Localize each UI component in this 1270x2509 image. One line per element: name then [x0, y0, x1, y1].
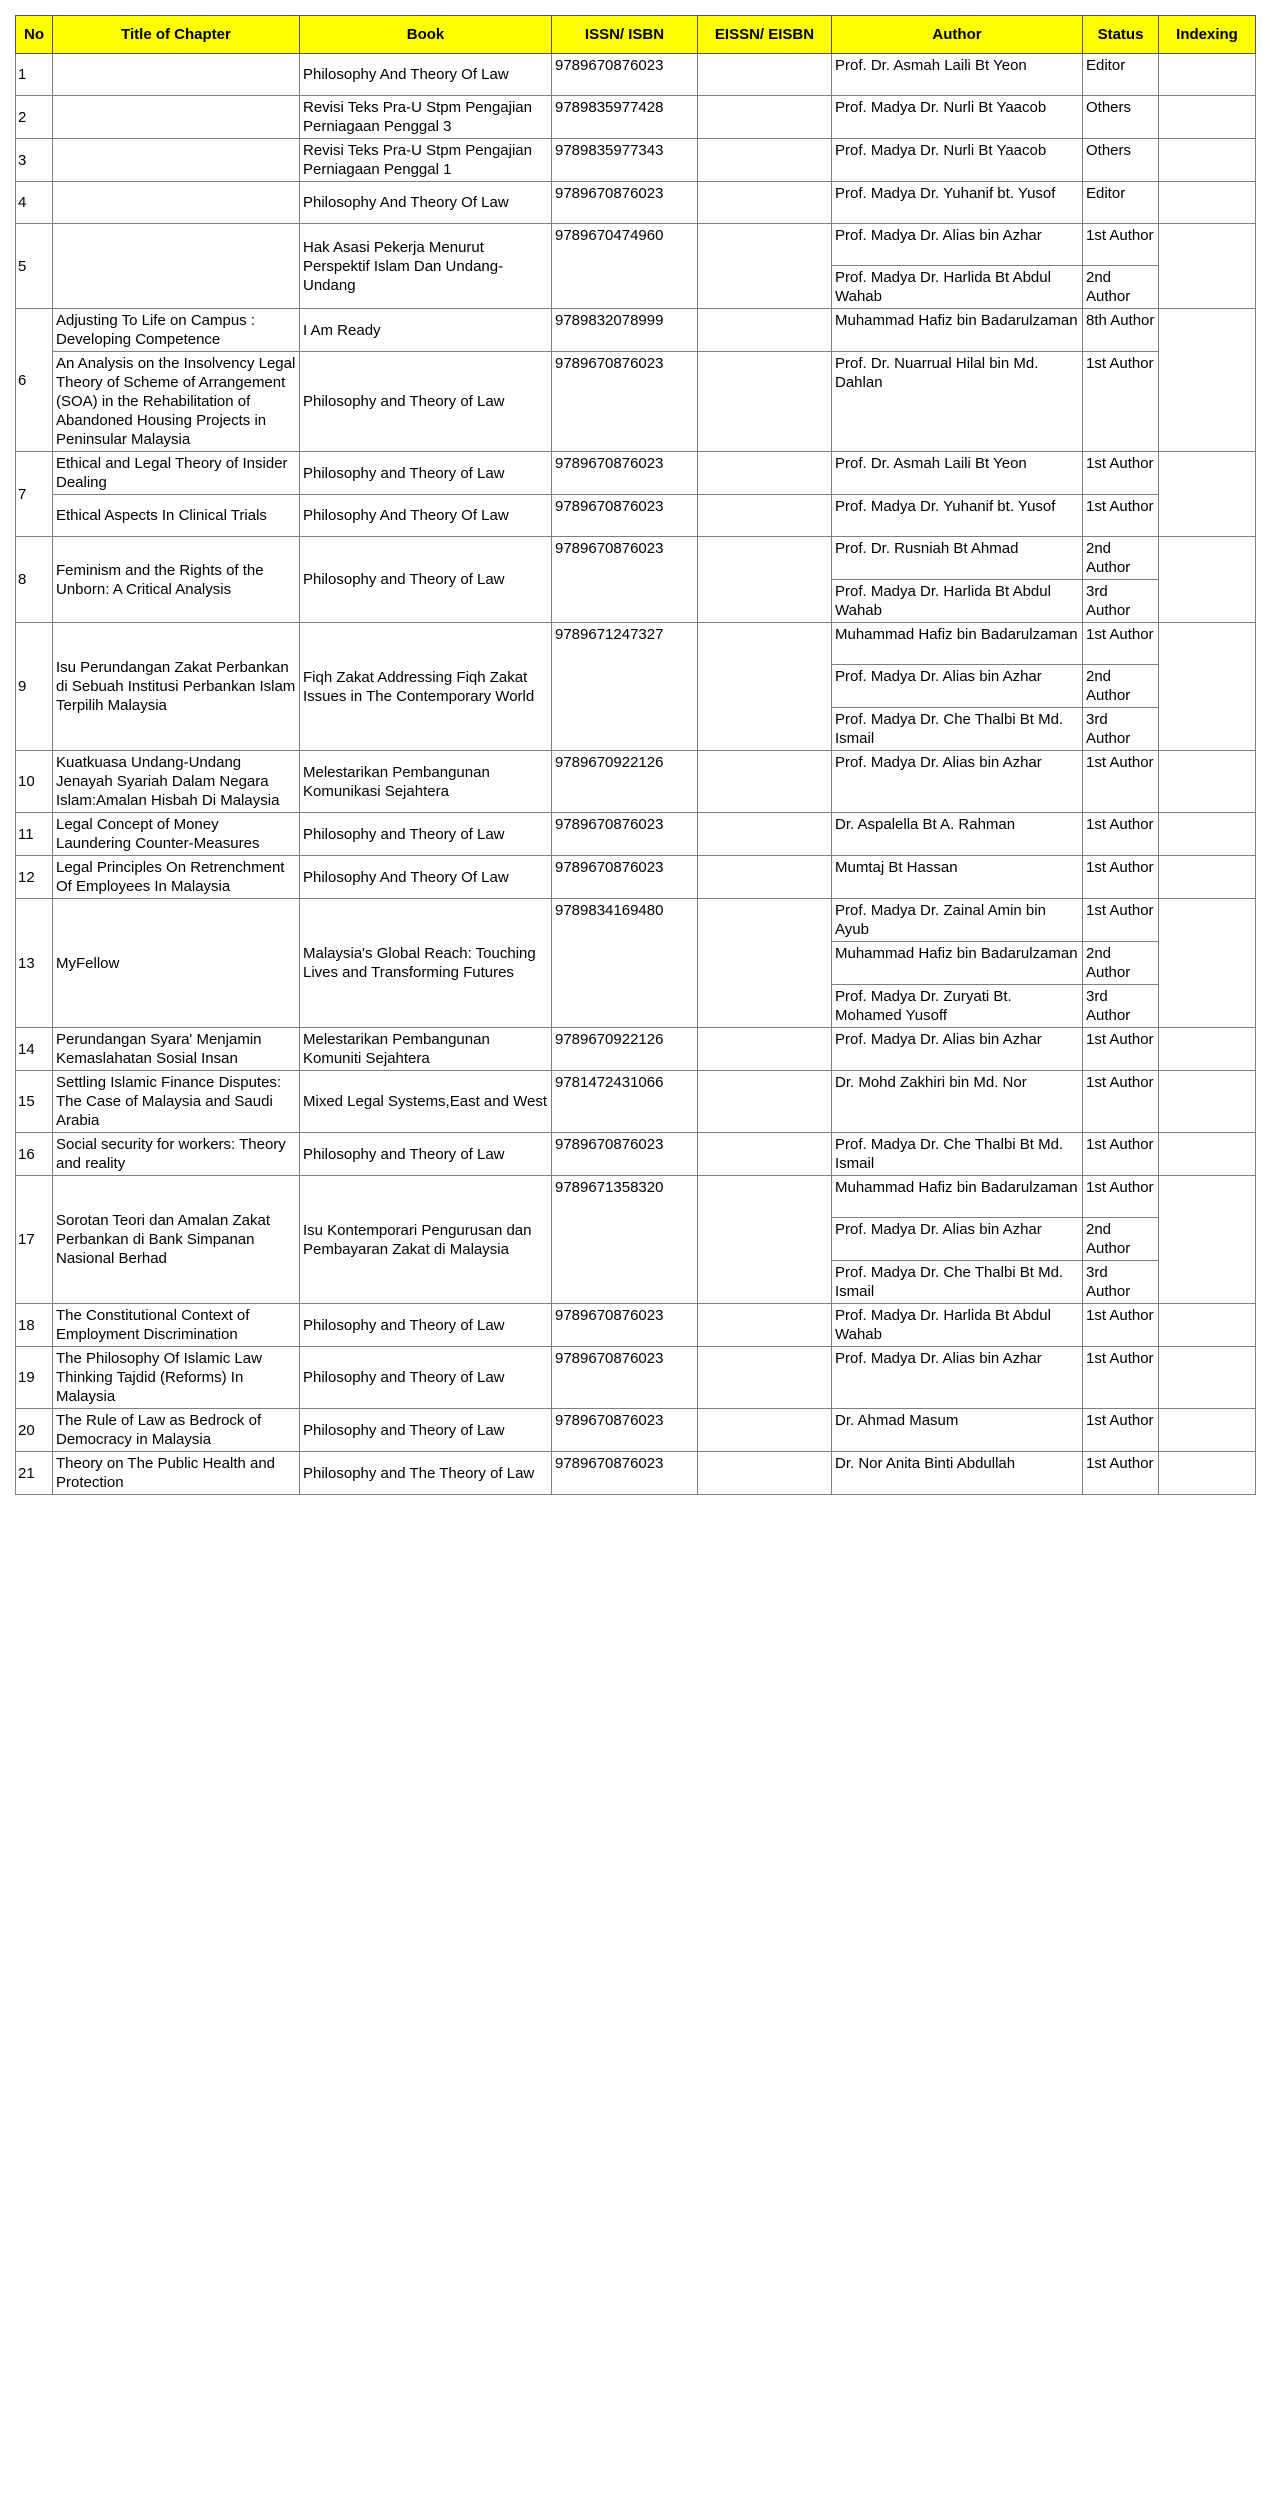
cell-title: Social security for workers: Theory and reality [53, 1133, 300, 1176]
table-row [16, 452, 1256, 495]
cell-isbn: 9789671358320 [552, 1176, 698, 1304]
cell-status: 1st Author [1083, 1304, 1159, 1347]
header-no: No [16, 16, 53, 54]
cell-no: 15 [16, 1071, 53, 1133]
header-status: Status [1083, 16, 1159, 54]
cell-isbn: 9789670876023 [552, 352, 698, 452]
cell-title: The Constitutional Context of Employment Discrimination [53, 1304, 300, 1347]
cell-eisbn [698, 1133, 832, 1176]
cell-isbn: 9789670876023 [552, 1133, 698, 1176]
cell-status: 1st Author [1083, 352, 1159, 452]
cell-eisbn [698, 1409, 832, 1452]
cell-no: 10 [16, 751, 53, 813]
cell-status: 1st Author [1083, 1071, 1159, 1133]
cell-status: 1st Author [1083, 856, 1159, 899]
cell-book: Philosophy and Theory of Law [300, 813, 552, 856]
cell-indexing [1159, 856, 1256, 899]
cell-no: 16 [16, 1133, 53, 1176]
cell-book: Revisi Teks Pra-U Stpm Pengajian Perniagaan Penggal 1 [300, 139, 552, 182]
cell-isbn: 9789670922126 [552, 1028, 698, 1071]
book-chapter-table [15, 15, 1256, 1495]
table-row [16, 899, 1256, 942]
table-row [16, 537, 1256, 580]
cell-status: 1st Author [1083, 751, 1159, 813]
cell-indexing [1159, 1409, 1256, 1452]
cell-eisbn [698, 452, 832, 495]
cell-status: Others [1083, 96, 1159, 139]
cell-no: 13 [16, 899, 53, 1028]
cell-indexing [1159, 1304, 1256, 1347]
cell-indexing [1159, 623, 1256, 751]
cell-no: 4 [16, 182, 53, 224]
cell-author: Dr. Aspalella Bt A. Rahman [832, 813, 1083, 856]
table-row [16, 623, 1256, 665]
cell-eisbn [698, 1028, 832, 1071]
cell-status: 1st Author [1083, 495, 1159, 537]
cell-isbn: 9789835977428 [552, 96, 698, 139]
cell-no: 18 [16, 1304, 53, 1347]
cell-indexing [1159, 813, 1256, 856]
cell-book: Fiqh Zakat Addressing Fiqh Zakat Issues in The Contemporary World [300, 623, 552, 751]
cell-book: Philosophy and Theory of Law [300, 1347, 552, 1409]
cell-status: 3rd Author [1083, 1261, 1159, 1304]
cell-title: Settling Islamic Finance Disputes: The Case of Malaysia and Saudi Arabia [53, 1071, 300, 1133]
cell-eisbn [698, 309, 832, 352]
cell-author: Prof. Madya Dr. Alias bin Azhar [832, 665, 1083, 708]
cell-author: Dr. Mohd Zakhiri bin Md. Nor [832, 1071, 1083, 1133]
table-row [16, 1452, 1256, 1495]
table-row [16, 54, 1256, 96]
cell-indexing [1159, 96, 1256, 139]
cell-book: Philosophy and Theory of Law [300, 1304, 552, 1347]
cell-no: 5 [16, 224, 53, 309]
cell-author: Prof. Dr. Asmah Laili Bt Yeon [832, 452, 1083, 495]
cell-no: 11 [16, 813, 53, 856]
cell-isbn: 9789670876023 [552, 537, 698, 623]
table-row [16, 309, 1256, 352]
cell-status: 1st Author [1083, 1176, 1159, 1218]
cell-title [53, 139, 300, 182]
cell-status: 1st Author [1083, 224, 1159, 266]
table-row [16, 1409, 1256, 1452]
cell-eisbn [698, 1452, 832, 1495]
cell-book: Philosophy and Theory of Law [300, 352, 552, 452]
cell-indexing [1159, 751, 1256, 813]
cell-no: 17 [16, 1176, 53, 1304]
cell-indexing [1159, 139, 1256, 182]
cell-book: Philosophy And Theory Of Law [300, 856, 552, 899]
cell-isbn: 9789670474960 [552, 224, 698, 309]
header-book: Book [300, 16, 552, 54]
cell-status: 1st Author [1083, 1028, 1159, 1071]
table-row [16, 856, 1256, 899]
cell-isbn: 9789670876023 [552, 495, 698, 537]
cell-isbn: 9789670922126 [552, 751, 698, 813]
cell-title: The Rule of Law as Bedrock of Democracy in Malaysia [53, 1409, 300, 1452]
header-eissn: EISSN/ EISBN [698, 16, 832, 54]
table-row [16, 1071, 1256, 1133]
cell-isbn: 9789670876023 [552, 1347, 698, 1409]
cell-eisbn [698, 751, 832, 813]
cell-title: Perundangan Syara' Menjamin Kemaslahatan Sosial Insan [53, 1028, 300, 1071]
cell-author: Muhammad Hafiz bin Badarulzaman [832, 623, 1083, 665]
cell-no: 9 [16, 623, 53, 751]
cell-author: Prof. Madya Dr. Che Thalbi Bt Md. Ismail [832, 1261, 1083, 1304]
cell-book: Philosophy And Theory Of Law [300, 495, 552, 537]
cell-book: Melestarikan Pembangunan Komunikasi Sejahtera [300, 751, 552, 813]
table-body [16, 54, 1256, 1495]
cell-author: Prof. Madya Dr. Zuryati Bt. Mohamed Yusoff [832, 985, 1083, 1028]
cell-eisbn [698, 224, 832, 309]
cell-eisbn [698, 54, 832, 96]
cell-status: 1st Author [1083, 452, 1159, 495]
cell-eisbn [698, 495, 832, 537]
cell-indexing [1159, 1028, 1256, 1071]
cell-no: 20 [16, 1409, 53, 1452]
cell-author: Dr. Ahmad Masum [832, 1409, 1083, 1452]
cell-book: I Am Ready [300, 309, 552, 352]
cell-eisbn [698, 352, 832, 452]
cell-title [53, 96, 300, 139]
cell-isbn: 9789670876023 [552, 182, 698, 224]
cell-author: Mumtaj Bt Hassan [832, 856, 1083, 899]
cell-author: Prof. Madya Dr. Che Thalbi Bt Md. Ismail [832, 708, 1083, 751]
cell-status: 2nd Author [1083, 1218, 1159, 1261]
header-row [16, 16, 1256, 54]
cell-author: Prof. Madya Dr. Nurli Bt Yaacob [832, 139, 1083, 182]
cell-eisbn [698, 96, 832, 139]
cell-author: Prof. Madya Dr. Harlida Bt Abdul Wahab [832, 580, 1083, 623]
cell-no: 3 [16, 139, 53, 182]
table-row [16, 182, 1256, 224]
cell-title [53, 54, 300, 96]
cell-status: 3rd Author [1083, 708, 1159, 751]
cell-author: Prof. Madya Dr. Alias bin Azhar [832, 1218, 1083, 1261]
cell-isbn: 9789670876023 [552, 1304, 698, 1347]
cell-indexing [1159, 1133, 1256, 1176]
cell-book: Philosophy And Theory Of Law [300, 54, 552, 96]
cell-eisbn [698, 623, 832, 751]
table-row [16, 1304, 1256, 1347]
table-row [16, 352, 1256, 452]
cell-title: Kuatkuasa Undang-Undang Jenayah Syariah Dalam Negara Islam:Amalan Hisbah Di Malaysia [53, 751, 300, 813]
table-row [16, 751, 1256, 813]
cell-no: 14 [16, 1028, 53, 1071]
cell-no: 12 [16, 856, 53, 899]
cell-author: Prof. Dr. Rusniah Bt Ahmad [832, 537, 1083, 580]
cell-author: Prof. Madya Dr. Harlida Bt Abdul Wahab [832, 1304, 1083, 1347]
header-title: Title of Chapter [53, 16, 300, 54]
cell-status: 2nd Author [1083, 942, 1159, 985]
cell-author: Prof. Madya Dr. Alias bin Azhar [832, 751, 1083, 813]
cell-author: Prof. Madya Dr. Alias bin Azhar [832, 1028, 1083, 1071]
table-row [16, 813, 1256, 856]
cell-status: 2nd Author [1083, 665, 1159, 708]
cell-title: Isu Perundangan Zakat Perbankan di Sebuah Institusi Perbankan Islam Terpilih Malaysia [53, 623, 300, 751]
cell-eisbn [698, 899, 832, 1028]
cell-title: Sorotan Teori dan Amalan Zakat Perbankan di Bank Simpanan Nasional Berhad [53, 1176, 300, 1304]
cell-isbn: 9789670876023 [552, 452, 698, 495]
cell-isbn: 9789835977343 [552, 139, 698, 182]
cell-status: 2nd Author [1083, 537, 1159, 580]
table-row [16, 1028, 1256, 1071]
cell-author: Prof. Dr. Asmah Laili Bt Yeon [832, 54, 1083, 96]
cell-status: 8th Author [1083, 309, 1159, 352]
cell-status: 3rd Author [1083, 985, 1159, 1028]
cell-title: Theory on The Public Health and Protection [53, 1452, 300, 1495]
cell-isbn: 9789670876023 [552, 1452, 698, 1495]
cell-status: Others [1083, 139, 1159, 182]
cell-isbn: 9789671247327 [552, 623, 698, 751]
table-row [16, 139, 1256, 182]
cell-author: Prof. Madya Dr. Nurli Bt Yaacob [832, 96, 1083, 139]
table-row [16, 1347, 1256, 1409]
cell-no: 2 [16, 96, 53, 139]
cell-author: Prof. Madya Dr. Zainal Amin bin Ayub [832, 899, 1083, 942]
header-indexing: Indexing [1159, 16, 1256, 54]
cell-isbn: 9789670876023 [552, 54, 698, 96]
table-row [16, 1176, 1256, 1218]
cell-title: Legal Principles On Retrenchment Of Employees In Malaysia [53, 856, 300, 899]
cell-isbn: 9781472431066 [552, 1071, 698, 1133]
cell-status: 2nd Author [1083, 266, 1159, 309]
cell-title [53, 224, 300, 309]
cell-book: Philosophy and Theory of Law [300, 452, 552, 495]
cell-status: 1st Author [1083, 1409, 1159, 1452]
cell-no: 6 [16, 309, 53, 452]
cell-book: Revisi Teks Pra-U Stpm Pengajian Perniagaan Penggal 3 [300, 96, 552, 139]
cell-indexing [1159, 899, 1256, 1028]
cell-author: Prof. Madya Dr. Alias bin Azhar [832, 224, 1083, 266]
cell-indexing [1159, 1452, 1256, 1495]
cell-eisbn [698, 182, 832, 224]
cell-title [53, 182, 300, 224]
cell-title: The Philosophy Of Islamic Law Thinking Tajdid (Reforms) In Malaysia [53, 1347, 300, 1409]
cell-isbn: 9789670876023 [552, 1409, 698, 1452]
cell-book: Mixed Legal Systems,East and West [300, 1071, 552, 1133]
cell-eisbn [698, 537, 832, 623]
cell-indexing [1159, 1071, 1256, 1133]
cell-status: 1st Author [1083, 1452, 1159, 1495]
cell-indexing [1159, 224, 1256, 309]
cell-author: Muhammad Hafiz bin Badarulzaman [832, 942, 1083, 985]
cell-book: Philosophy and The Theory of Law [300, 1452, 552, 1495]
cell-author: Dr. Nor Anita Binti Abdullah [832, 1452, 1083, 1495]
table-row [16, 224, 1256, 266]
cell-no: 19 [16, 1347, 53, 1409]
table-row [16, 96, 1256, 139]
cell-author: Prof. Madya Dr. Alias bin Azhar [832, 1347, 1083, 1409]
cell-indexing [1159, 452, 1256, 537]
cell-title: Feminism and the Rights of the Unborn: A Critical Analysis [53, 537, 300, 623]
cell-status: 3rd Author [1083, 580, 1159, 623]
cell-isbn: 9789670876023 [552, 856, 698, 899]
cell-isbn: 9789670876023 [552, 813, 698, 856]
cell-title: Legal Concept of Money Laundering Counter-Measures [53, 813, 300, 856]
cell-eisbn [698, 1071, 832, 1133]
cell-title: MyFellow [53, 899, 300, 1028]
cell-status: Editor [1083, 54, 1159, 96]
header-author: Author [832, 16, 1083, 54]
header-issn: ISSN/ ISBN [552, 16, 698, 54]
cell-eisbn [698, 1347, 832, 1409]
cell-isbn: 9789834169480 [552, 899, 698, 1028]
cell-indexing [1159, 1347, 1256, 1409]
cell-indexing [1159, 537, 1256, 623]
cell-no: 7 [16, 452, 53, 537]
cell-book: Malaysia's Global Reach: Touching Lives and Transforming Futures [300, 899, 552, 1028]
cell-indexing [1159, 1176, 1256, 1304]
cell-title: Adjusting To Life on Campus : Developing Competence [53, 309, 300, 352]
cell-author: Muhammad Hafiz bin Badarulzaman [832, 309, 1083, 352]
cell-no: 1 [16, 54, 53, 96]
cell-book: Melestarikan Pembangunan Komuniti Sejahtera [300, 1028, 552, 1071]
cell-status: 1st Author [1083, 1133, 1159, 1176]
cell-status: 1st Author [1083, 1347, 1159, 1409]
cell-eisbn [698, 856, 832, 899]
cell-indexing [1159, 182, 1256, 224]
cell-author: Prof. Madya Dr. Che Thalbi Bt Md. Ismail [832, 1133, 1083, 1176]
cell-eisbn [698, 813, 832, 856]
cell-book: Philosophy and Theory of Law [300, 1409, 552, 1452]
cell-indexing [1159, 54, 1256, 96]
cell-book: Isu Kontemporari Pengurusan dan Pembayaran Zakat di Malaysia [300, 1176, 552, 1304]
cell-title: Ethical and Legal Theory of Insider Dealing [53, 452, 300, 495]
cell-book: Hak Asasi Pekerja Menurut Perspektif Islam Dan Undang-Undang [300, 224, 552, 309]
cell-eisbn [698, 1176, 832, 1304]
cell-no: 21 [16, 1452, 53, 1495]
cell-status: 1st Author [1083, 623, 1159, 665]
table-row [16, 1133, 1256, 1176]
cell-author: Prof. Madya Dr. Harlida Bt Abdul Wahab [832, 266, 1083, 309]
cell-indexing [1159, 309, 1256, 452]
cell-author: Prof. Madya Dr. Yuhanif bt. Yusof [832, 182, 1083, 224]
cell-status: 1st Author [1083, 899, 1159, 942]
cell-book: Philosophy and Theory of Law [300, 537, 552, 623]
cell-no: 8 [16, 537, 53, 623]
cell-author: Prof. Madya Dr. Yuhanif bt. Yusof [832, 495, 1083, 537]
cell-status: Editor [1083, 182, 1159, 224]
cell-book: Philosophy and Theory of Law [300, 1133, 552, 1176]
cell-isbn: 9789832078999 [552, 309, 698, 352]
cell-book: Philosophy And Theory Of Law [300, 182, 552, 224]
cell-eisbn [698, 139, 832, 182]
cell-title: An Analysis on the Insolvency Legal Theory of Scheme of Arrangement (SOA) in the Rehabilitation of Abandoned Housing Projects in Peninsular Malaysia [53, 352, 300, 452]
table-row [16, 495, 1256, 537]
cell-eisbn [698, 1304, 832, 1347]
cell-author: Muhammad Hafiz bin Badarulzaman [832, 1176, 1083, 1218]
cell-author: Prof. Dr. Nuarrual Hilal bin Md. Dahlan [832, 352, 1083, 452]
cell-title: Ethical Aspects In Clinical Trials [53, 495, 300, 537]
cell-status: 1st Author [1083, 813, 1159, 856]
